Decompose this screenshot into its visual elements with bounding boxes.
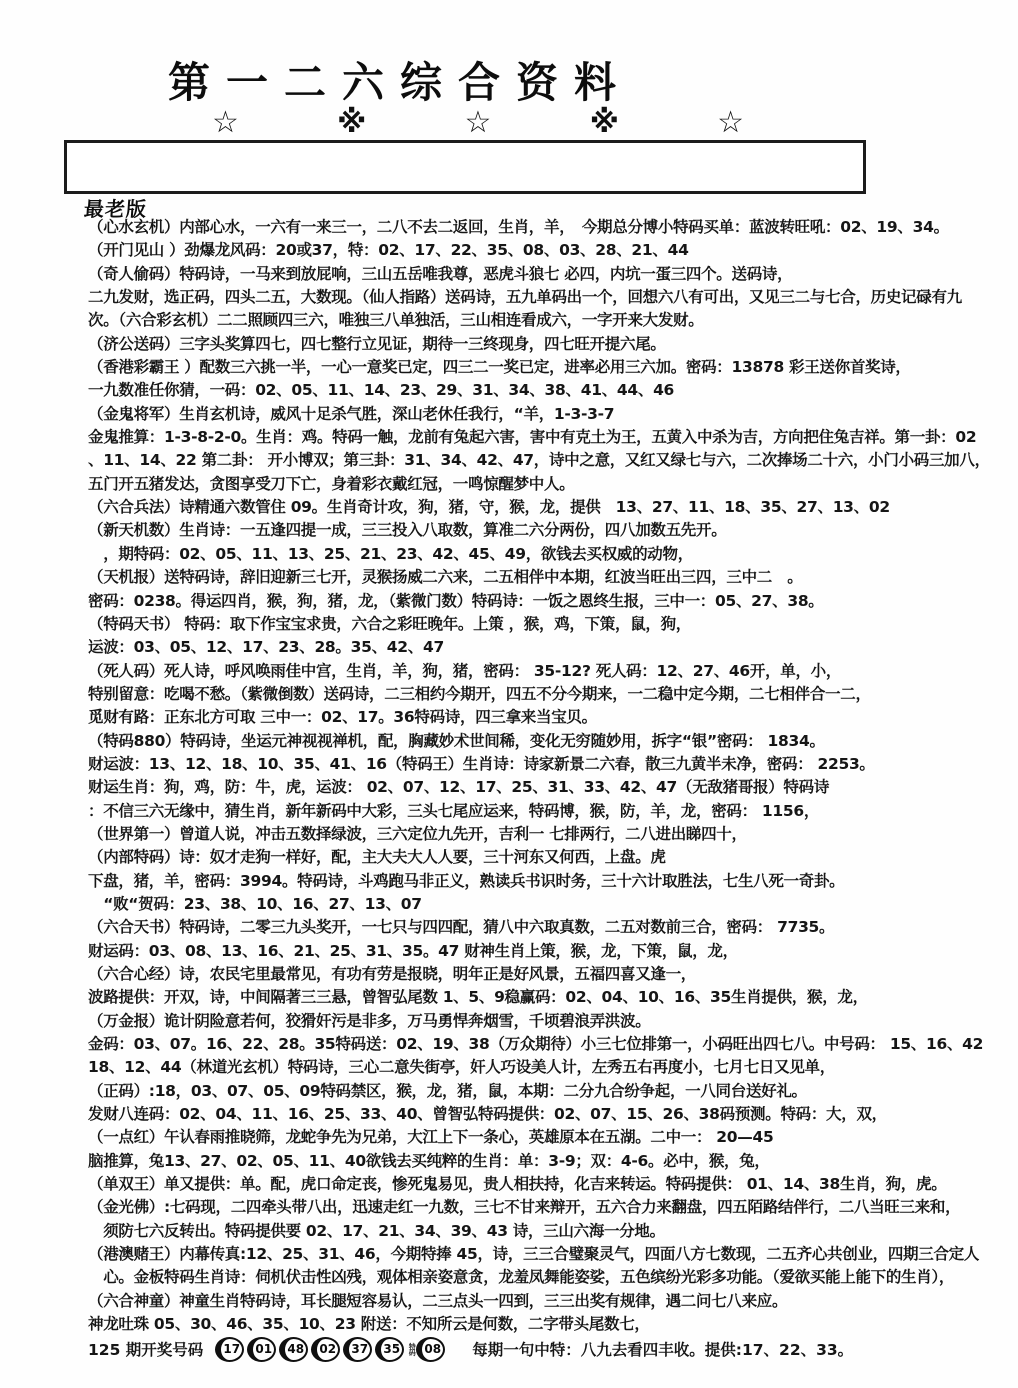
- text-line: 财运波：13、12、18、10、35、41、16（特码王）生肖诗：诗家新景二六春，散三九黄半未净，密码： 2253。: [88, 754, 875, 773]
- text-line: 二九发财，选正码，四头二五，大数现。（仙人指路）送码诗，五九单码出一个，回想六八有可出，又见三二与七合，历史记碌有九: [88, 288, 962, 307]
- body-text-lines: [88, 216, 1012, 1337]
- text-line: 脑推算，兔13、27、02、05、11、40欲钱去买纯粹的生肖：单：3-9；双：4-6。必中，猴，兔，: [88, 1151, 770, 1170]
- text-line: （金鬼将军）生肖玄机诗，威风十足杀气胜，深山老休任我行，“羊，1-3-3-7: [88, 404, 615, 423]
- section-header: 最老版: [83, 197, 148, 221]
- lottery-ball: 48: [279, 1337, 308, 1362]
- text-line: （金光佛）:七码现，二四牵头带八出，迅速走红一九数，三七不甘来辩开，五六合力来翻盘，四五陌路结伴行，二八当旺三来和，: [88, 1198, 961, 1217]
- text-line: 、11、14、22 第二卦： 开小博双；第三卦：31、34、42、47，诗中之意，又红又绿七与六，二次捧场二十六，小门小码三加八，: [88, 451, 990, 470]
- text-line: （港澳赌王）内幕传真:12、25、31、46，今期特捧 45，诗，三三合璧聚灵气，四面八方七数现，二五齐心共创业，四期三合定人: [88, 1245, 980, 1264]
- text-line: 觅财有路：正东北方可取 三中一：02、17。36特码诗，四三拿来当宝贝。: [88, 708, 597, 727]
- text-line: 须防七六反转出。特码提供要 02、17、21、34、39、43 诗，三山六海一分地。: [88, 1221, 665, 1240]
- text-line: （特码880）特码诗，坐运元神视视禅机，配，胸藏妙术世间稀，变化无穷随妙用，拆字“银”密码： 1834。: [88, 731, 825, 750]
- lottery-ball: 17: [215, 1337, 244, 1362]
- lottery-ball: 08: [416, 1337, 445, 1362]
- star-icon: ☆: [464, 105, 492, 140]
- text-line: （单双王）单又提供：单。配，虎口命定丧，惨死鬼易见，贵人相扶持，化吉来转运。特码提供： 01、14、38生肖，狗，虎。: [88, 1175, 947, 1194]
- text-line: （六合兵法）诗精通六数管住 09。生肖奇计攻，狗，猪，守，猴，龙，提供 13、27、11、18、35、27、13、02: [88, 498, 890, 517]
- text-line: （特码天书） 特码：取下作宝宝求贵，六合之彩旺晚年。上策 ，猴，鸡，下策，鼠，狗，: [88, 614, 691, 633]
- text-line: 特别留意：吃喝不愁。（紫微倒数）送码诗，二三相约今期开，四五不分今期来，一二稳中定今期，二七相伴合一二，: [88, 684, 871, 703]
- text-line: （天机报）送特码诗，辞旧迎新三七开，灵猴扬威二六来，二五相伴中本期，红波当旺出三四，三中二 。: [88, 568, 803, 587]
- text-line: 神龙吐珠 05、30、46、35、10、23 附送：不知所云是何数，二字带头尾数七，: [88, 1315, 650, 1334]
- text-line: 金码：03、07。16、22、28。35特码送：02、19、38（万众期待）小三七位排第一，小码旺出四七八。中号码： 15、16、42: [88, 1035, 984, 1054]
- footer-text: 每期一句中特：八九去看四丰收。提供:17、22、33。: [472, 1341, 854, 1359]
- special-number-mark: 特码: [408, 1343, 417, 1355]
- text-line: （六合神童）神童生肖特码诗，耳长腿短容易认，二三点头一四到，三三出奖有规律，遇二问七八来应。: [88, 1291, 788, 1310]
- text-line: （心水玄机）内部心水，一六有一来三一，二八不去二返回，生肖，羊， 今期总分博小特码买单：蓝波转旺吼：02、19、34。: [88, 218, 949, 236]
- text-line: 财运生肖：狗，鸡，防：牛，虎，运波： 02、07、12、17、25、31、33、42、47（无敌猪哥报）特码诗: [88, 778, 830, 797]
- text-line: 一九数准任你猜，一码：02、05、11、14、23、29、31、34、38、41、44、46: [88, 381, 675, 400]
- reference-mark-icon: ※: [337, 105, 367, 140]
- text-line: 下盘，猪，羊，密码：3994。特码诗，斗鸡跑马非正义，熟读兵书识时务，三十六计取胜法，七生八死一奇卦。: [88, 871, 845, 890]
- lottery-ball: 37: [343, 1337, 372, 1362]
- text-line: 次。（六合彩玄机）二二照顾四三六，唯独三八单独活，三山相连看成六，一字开来大发财。: [88, 311, 704, 330]
- page-title: 第一二六综合资料: [168, 58, 633, 107]
- text-line: （六合天书）特码诗，二零三九头奖开，一七只与四四配，猜八中六取真数，二五对数前三合，密码： 7735。: [88, 918, 835, 937]
- draw-result-line: [88, 1334, 853, 1364]
- lottery-ball: 02: [311, 1337, 340, 1362]
- star-icon: ☆: [717, 105, 744, 140]
- text-line: （奇人偷码）特码诗，一马来到放屁响，三山五岳唯我尊，恶虎斗狼七 必四，内坑一蛋三四个。送码诗，: [88, 264, 793, 283]
- text-line: （一点红）午认春雨推晓筛，龙蛇争先为兄弟，大江上下一条心，英雄原本在五湖。二中一： 20—45: [88, 1128, 774, 1147]
- text-line: （新天机数）生肖诗：一五逢四提一成，三三投入八取数，算准二六分两份，四八加数五先开。: [88, 521, 727, 540]
- text-line: （开门见山 ）劲爆龙风码：20或37，特：02、17、22、35、08、03、28、21、44: [88, 241, 689, 260]
- text-line: 运波：03、05、12、17、23、28。35、42、47: [88, 638, 444, 657]
- star-icon: ☆: [212, 105, 239, 140]
- text-line: （死人码）死人诗，呼风唤雨佳中宫，生肖，羊，狗，猪，密码： 35-12? 死人码：12、27、46开，单，小，: [88, 661, 842, 680]
- text-line: 心。金板特码生肖诗：伺机伏击性凶残，观体相亲姿意贪，龙羞凤舞能姿娑，五色缤纷光彩多功能。（爱欲买能上能下的生肖），: [88, 1268, 955, 1287]
- text-line: （香港彩霸王 ）配数三六挑一半，一心一意奖已定，四三二一奖已定，进率必用三六加。密码：13878 彩王送你首奖诗，: [88, 358, 911, 377]
- text-line: 密码：0238。得运四肖，猴，狗，猪，龙，（紫微门数）特码诗：一饭之恩终生报，三中一：05、27、38。: [88, 591, 824, 610]
- text-line: （世界第一）曾道人说，冲击五数择绿波，三六定位九先开，吉利一 七排两行，二八进出睇四十，: [88, 824, 747, 843]
- text-line: （内部特码）诗：奴才走狗一样好，配，主大夫大人人要，三十河东又何西，上盘。虎: [88, 848, 666, 867]
- reference-mark-icon: ※: [589, 105, 619, 140]
- text-line: ，期特码：02、05、11、13、25、21、23、42、45、49，欲钱去买权威的动物，: [88, 544, 693, 563]
- text-line: 波路提供：开双，诗，中间隔著三三悬，曾智弘尾数 1、5、9稳赢码：02、04、10、16、35生肖提供，猴，龙，: [88, 988, 868, 1007]
- text-line: 金鬼推算：1-3-8-2-0。生肖：鸡。特码一触，龙前有兔起六害，害中有克土为王，五黄入中杀为吉，方向把住兔吉祥。第一卦：02: [88, 428, 977, 447]
- text-line: 五门开五猪发达，贪图享受刀下亡，身着彩衣戴红冠，一鸣惊醒梦中人。: [88, 474, 575, 493]
- text-line: （正码）:18，03、07、05、09特码禁区，猴，龙，猪，鼠，本期：二分九合纷争起，一八同台送好礼。: [88, 1081, 807, 1100]
- text-line: （万金报）诡计阴险意若何，狡猾奸污是非多，万马勇悍奔烟雪，千顷碧浪弄洪波。: [88, 1011, 651, 1030]
- text-line: 财运码：03、08、13、16、21、25、31、35。47 财神生肖上策，猴，龙，下策，鼠，龙，: [88, 941, 738, 960]
- text-line: （六合心经）诗，农民宅里最常见，有功有劳是报晓，明年正是好风景，五福四喜又逢一，: [88, 965, 697, 983]
- text-line: “败“贺码：23、38、10、16、27、13、07: [88, 894, 422, 913]
- draw-number-label: 125 期开奖号码: [88, 1341, 204, 1359]
- lottery-ball: 01: [247, 1337, 276, 1362]
- lottery-balls: [215, 1337, 448, 1362]
- lottery-ball: 35: [375, 1337, 404, 1362]
- decor-symbol-row: [212, 104, 744, 142]
- text-line: ：不信三六无缘中，猜生肖，新年新码中大彩，三头七尾应运来，特码博，猴，防，羊，龙，密码： 1156，: [88, 801, 820, 820]
- text-line: 18、12、44（林道光玄机）特码诗，三心二意失街亭，奸人巧设美人计，左秀五右再度小，七月七日又见单，: [88, 1058, 835, 1077]
- text-line: 发财八连码：02、04、11、16、25、33、40、曾智弘特码提供：02、07、15、26、38码预测。特码：大，双，: [88, 1105, 887, 1124]
- empty-content-box: [64, 140, 866, 194]
- text-line: （济公送码）三字头奖算四七，四七整行立见证，期待一三终现身，四七旺开提六尾。: [88, 334, 666, 353]
